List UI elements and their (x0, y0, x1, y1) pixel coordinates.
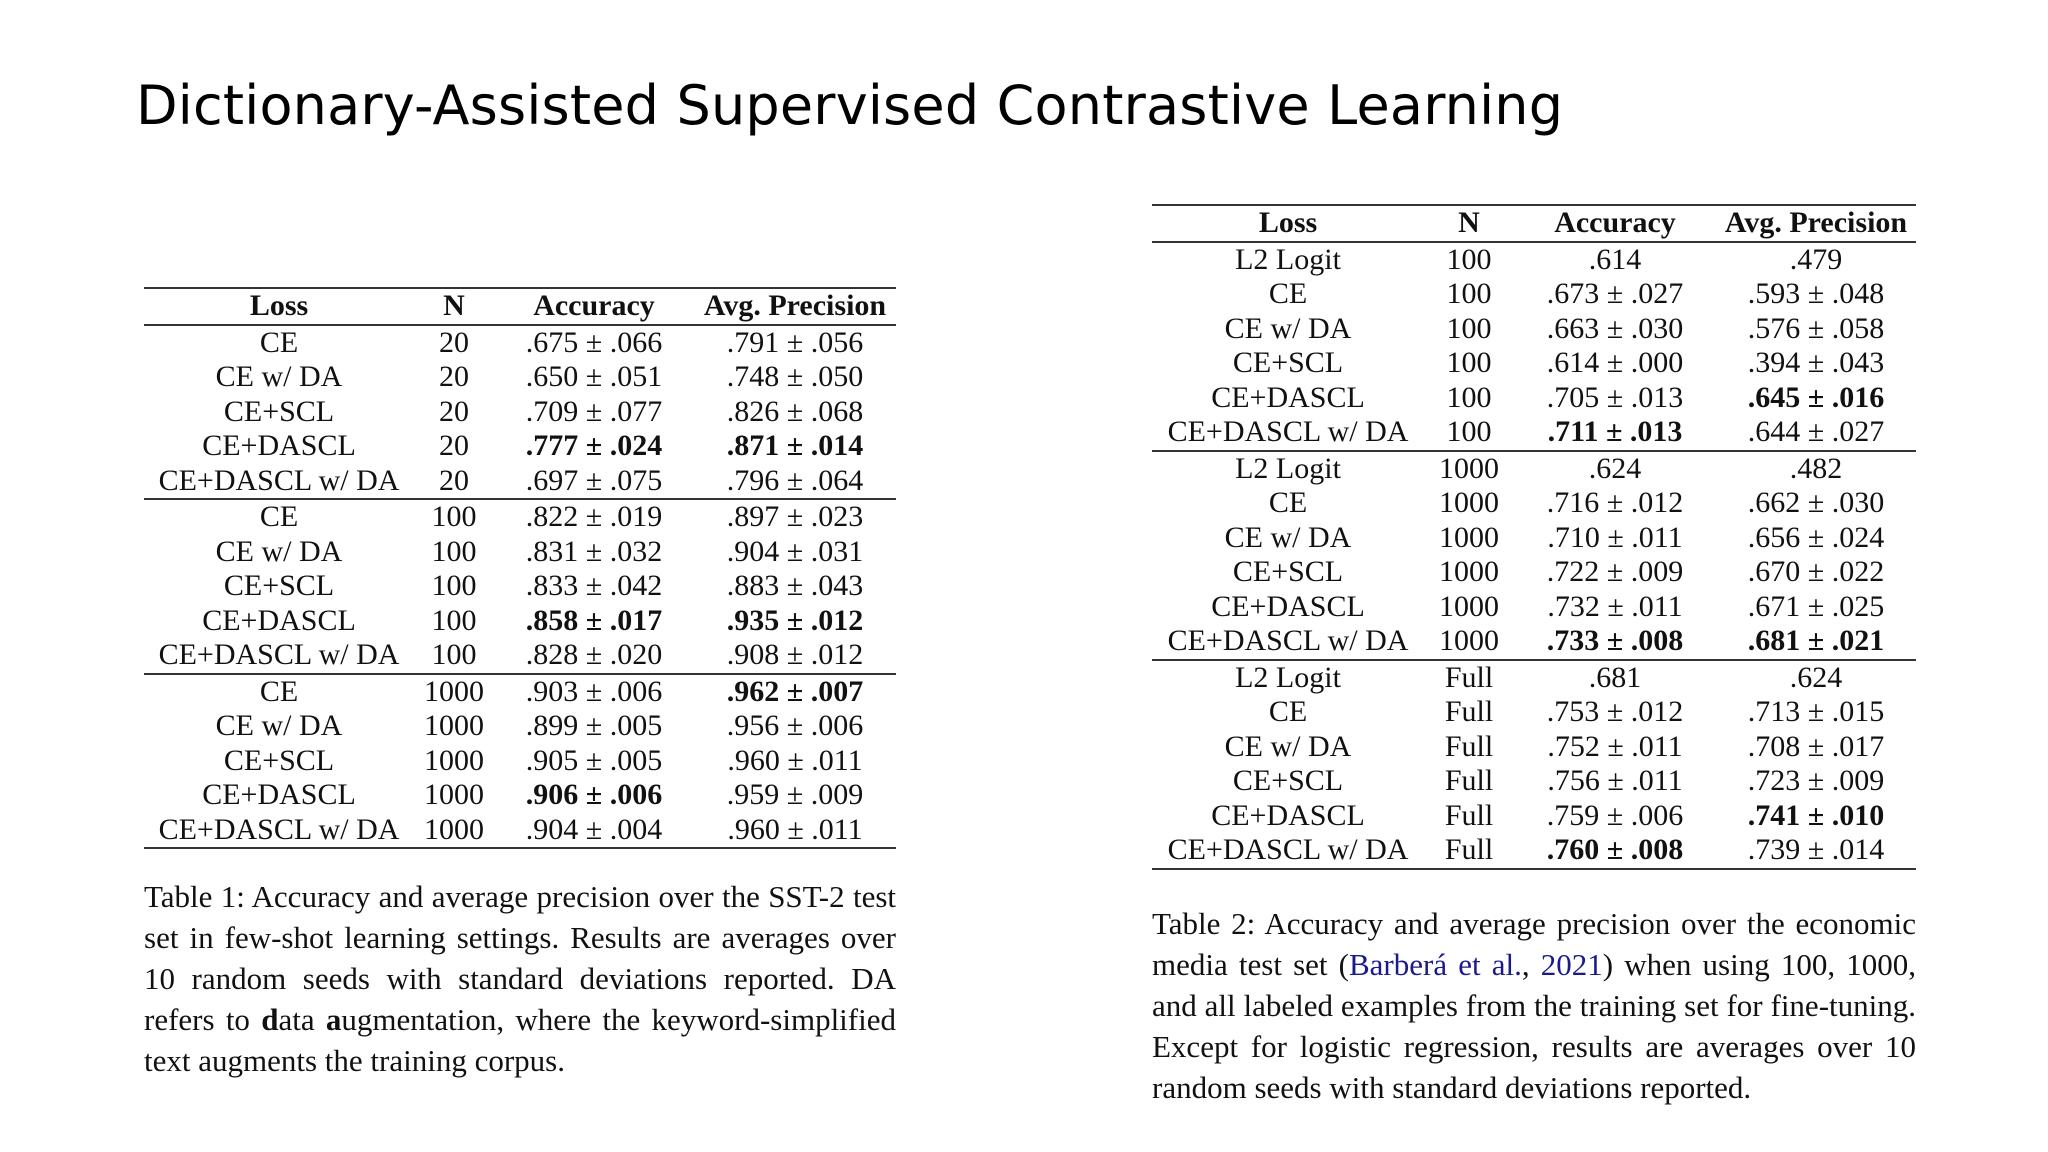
cell-avg-precision: .897 ± .023 (694, 499, 896, 535)
cell-loss: CE+DASCL (202, 778, 356, 811)
cell-n: Full (1444, 833, 1494, 866)
cell-avg-precision: .796 ± .064 (726, 463, 864, 497)
table-row (1152, 555, 1916, 590)
cell-loss: L2 Logit (1152, 660, 1424, 696)
cell-accuracy: .733 ± .008 (1546, 624, 1684, 657)
cell-n: 20 (439, 429, 469, 462)
cell-n: 1000 (424, 778, 484, 811)
header-n: N (1458, 206, 1480, 239)
citation-link-year[interactable]: 2021 (1540, 947, 1603, 982)
cell-loss: CE+SCL (1232, 555, 1344, 588)
cell-n: 1000 (1439, 555, 1499, 588)
table-row (144, 499, 896, 535)
table-row (144, 813, 896, 849)
table-row (144, 569, 896, 604)
cell-accuracy: .614 ± .000 (1546, 346, 1684, 379)
cell-n: Full (1444, 695, 1494, 728)
cell-accuracy: .650 ± .051 (525, 360, 663, 393)
cell-loss: CE w/ DA (215, 709, 343, 742)
cell-accuracy: .722 ± .009 (1546, 555, 1684, 588)
cell-avg-precision: .482 (1716, 451, 1916, 487)
cell-n: 1000 (1439, 624, 1499, 657)
cell-n: 100 (414, 499, 494, 535)
cell-accuracy: .760 ± .008 (1546, 833, 1684, 866)
caption-text: ugmentation, where the keyword-simplified text augments the training corpus. (144, 1002, 896, 1078)
cell-avg-precision: .394 ± .043 (1747, 346, 1885, 379)
cell-accuracy: .673 ± .027 (1546, 277, 1684, 310)
table-row (144, 778, 896, 813)
table-row (1152, 451, 1916, 487)
cell-loss: CE+SCL (223, 569, 335, 602)
cell-accuracy: .711 ± .013 (1547, 415, 1683, 448)
cell-avg-precision: .671 ± .025 (1747, 589, 1885, 623)
cell-n: 1000 (414, 674, 494, 710)
table-row (1152, 242, 1916, 278)
cell-avg-precision: .739 ± .014 (1747, 833, 1885, 866)
cell-avg-precision: .593 ± .048 (1747, 277, 1885, 310)
cell-n: 1000 (424, 709, 484, 742)
cell-loss: CE+DASCL (202, 603, 356, 637)
cell-avg-precision: .959 ± .009 (726, 778, 864, 811)
cell-loss: CE+DASCL w/ DA (158, 638, 400, 671)
cell-avg-precision: .662 ± .030 (1747, 486, 1885, 519)
cell-loss: CE+SCL (1232, 764, 1344, 797)
cell-accuracy: .822 ± .019 (494, 499, 694, 535)
cell-n: 100 (1446, 415, 1492, 448)
cell-accuracy: .858 ± .017 (525, 603, 663, 637)
cell-n: 100 (1446, 380, 1492, 414)
caption-text: Table 2: Accuracy and average precision over the economic media test set ( (1152, 906, 1916, 982)
results-table-1 (144, 287, 896, 849)
cell-loss: CE+DASCL (1211, 798, 1365, 832)
cell-avg-precision: .708 ± .017 (1747, 729, 1885, 763)
cell-loss: CE (144, 674, 414, 710)
header-avg-precision: Avg. Precision (703, 289, 887, 322)
caption-text: ata (278, 1002, 326, 1037)
cell-avg-precision: .962 ± .007 (694, 674, 896, 710)
cell-avg-precision: .479 (1789, 242, 1843, 276)
cell-loss: CE+SCL (1232, 346, 1344, 379)
cell-n: Full (1444, 764, 1494, 797)
cell-loss: L2 Logit (1152, 451, 1424, 487)
caption-text: Table 1: Accuracy and average precision over the SST-2 test set in few-shot learning settings. Results are averages over 10 random seeds with standard deviations reported. DA refers to (144, 879, 896, 1037)
table-body (1152, 242, 1916, 869)
header-loss: Loss (249, 289, 309, 322)
cell-accuracy: .777 ± .024 (525, 429, 663, 462)
cell-loss: CE+DASCL (202, 429, 356, 462)
cell-avg-precision: .956 ± .006 (726, 709, 864, 742)
cell-avg-precision: .908 ± .012 (726, 638, 864, 671)
cell-n: 1000 (424, 743, 484, 777)
cell-accuracy: .756 ± .011 (1547, 764, 1683, 797)
cell-accuracy: .903 ± .006 (494, 674, 694, 710)
cell-n: 1000 (1424, 451, 1514, 487)
cell-avg-precision: .645 ± .016 (1747, 380, 1885, 414)
table-row (144, 325, 896, 361)
cell-n: 100 (1446, 277, 1492, 310)
cell-n: 20 (439, 394, 469, 428)
cell-avg-precision: .670 ± .022 (1747, 555, 1885, 588)
table-1-caption (144, 876, 896, 1081)
cell-accuracy: .899 ± .005 (525, 709, 663, 742)
cell-n: 100 (1446, 311, 1492, 345)
table-row (1152, 833, 1916, 869)
caption-text: ) when using 100, 1000, and all labeled examples from the training set for fine-tuning. Except for logistic regression, results are averages over 10 random seeds with standard deviations reported. (1152, 947, 1916, 1105)
cell-accuracy: .905 ± .005 (525, 743, 663, 777)
cell-n: 1000 (1439, 486, 1499, 519)
citation-link-author[interactable]: Barberá et al. (1348, 947, 1522, 982)
table-header-row (144, 288, 896, 325)
results-table-2 (1152, 204, 1916, 870)
cell-accuracy: .833 ± .042 (525, 569, 663, 602)
cell-avg-precision: .741 ± .010 (1747, 798, 1885, 832)
cell-loss: CE (144, 499, 414, 535)
header-accuracy: Accuracy (533, 289, 655, 322)
cell-n: 1000 (1439, 589, 1499, 623)
table-body (144, 325, 896, 849)
table-row (1152, 346, 1916, 381)
cell-avg-precision: .883 ± .043 (726, 569, 864, 602)
cell-n: Full (1424, 660, 1514, 696)
slide-title: Dictionary-Assisted Supervised Contrastive Learning (136, 74, 1564, 137)
cell-n: 1000 (424, 812, 484, 846)
cell-avg-precision: .713 ± .015 (1747, 695, 1885, 728)
table-header-row (1152, 205, 1916, 242)
cell-loss: CE+DASCL w/ DA (1167, 833, 1409, 866)
table-row (144, 429, 896, 464)
cell-loss: CE (259, 325, 299, 359)
cell-accuracy: .675 ± .066 (525, 325, 663, 359)
cell-avg-precision: .960 ± .011 (727, 812, 863, 846)
cell-loss: CE w/ DA (215, 534, 343, 568)
cell-loss: CE+DASCL (1211, 589, 1365, 623)
cell-loss: CE+DASCL w/ DA (1167, 624, 1409, 657)
table-row (1152, 381, 1916, 416)
cell-accuracy: .716 ± .012 (1546, 486, 1684, 519)
cell-accuracy: .697 ± .075 (525, 463, 663, 497)
table-row (144, 638, 896, 674)
table-row (1152, 312, 1916, 347)
cell-loss: CE+DASCL (1211, 380, 1365, 414)
header-accuracy: Accuracy (1554, 206, 1676, 239)
table-row (1152, 590, 1916, 625)
table-row (1152, 660, 1916, 696)
table-2-caption (1152, 903, 1916, 1108)
table-row (144, 360, 896, 395)
caption-text: , (1521, 947, 1541, 982)
header-loss: Loss (1258, 206, 1318, 239)
cell-n: 20 (439, 360, 469, 393)
cell-accuracy: .663 ± .030 (1546, 311, 1684, 345)
cell-n: 100 (431, 569, 477, 602)
cell-n: Full (1444, 798, 1494, 832)
cell-accuracy: .681 (1514, 660, 1716, 696)
cell-accuracy: .614 (1588, 242, 1642, 276)
table-row (1152, 415, 1916, 451)
table-row (144, 535, 896, 570)
table-row (144, 709, 896, 744)
cell-accuracy: .710 ± .011 (1547, 520, 1683, 554)
cell-loss: CE (1268, 277, 1308, 310)
cell-avg-precision: .576 ± .058 (1747, 311, 1885, 345)
cell-loss: CE+DASCL w/ DA (1167, 415, 1409, 448)
cell-loss: L2 Logit (1235, 242, 1341, 276)
cell-n: Full (1444, 729, 1494, 763)
table-row (1152, 799, 1916, 834)
cell-avg-precision: .791 ± .056 (726, 325, 864, 359)
cell-avg-precision: .826 ± .068 (726, 394, 864, 428)
cell-avg-precision: .960 ± .011 (727, 743, 863, 777)
cell-avg-precision: .723 ± .009 (1747, 764, 1885, 797)
cell-accuracy: .753 ± .012 (1546, 695, 1684, 728)
table-row (1152, 277, 1916, 312)
cell-n: 100 (1446, 242, 1492, 276)
cell-n: 20 (439, 463, 469, 497)
cell-n: 100 (1446, 346, 1492, 379)
cell-avg-precision: .681 ± .021 (1747, 624, 1885, 657)
caption-bold-letter: d (261, 1002, 279, 1037)
cell-avg-precision: .644 ± .027 (1747, 415, 1885, 448)
cell-accuracy: .624 (1514, 451, 1716, 487)
cell-accuracy: .752 ± .011 (1547, 729, 1683, 763)
table-row (144, 674, 896, 710)
cell-accuracy: .904 ± .004 (525, 812, 663, 846)
cell-n: 100 (431, 603, 477, 637)
cell-avg-precision: .748 ± .050 (726, 360, 864, 393)
table-row (144, 744, 896, 779)
cell-n: 1000 (1439, 520, 1499, 554)
cell-loss: CE w/ DA (1224, 520, 1352, 554)
cell-accuracy: .906 ± .006 (525, 778, 663, 811)
header-n: N (443, 289, 465, 322)
table-row (1152, 624, 1916, 660)
cell-loss: CE w/ DA (1224, 729, 1352, 763)
cell-loss: CE (1268, 486, 1308, 519)
cell-accuracy: .705 ± .013 (1546, 380, 1684, 414)
cell-accuracy: .828 ± .020 (525, 638, 663, 671)
cell-avg-precision: .904 ± .031 (726, 534, 864, 568)
table-row (1152, 695, 1916, 730)
cell-loss: CE (1268, 695, 1308, 728)
cell-loss: CE+SCL (223, 394, 335, 428)
cell-n: 100 (431, 638, 477, 671)
cell-accuracy: .759 ± .006 (1546, 798, 1684, 832)
cell-loss: CE+SCL (223, 743, 335, 777)
table-row (1152, 730, 1916, 765)
cell-avg-precision: .871 ± .014 (726, 429, 864, 462)
table-row (144, 395, 896, 430)
table-row (1152, 764, 1916, 799)
cell-accuracy: .831 ± .032 (525, 534, 663, 568)
cell-avg-precision: .935 ± .012 (726, 603, 864, 637)
table-row (1152, 486, 1916, 521)
table-row (1152, 521, 1916, 556)
cell-loss: CE+DASCL w/ DA (158, 812, 400, 846)
cell-n: 20 (439, 325, 469, 359)
cell-accuracy: .709 ± .077 (525, 394, 663, 428)
cell-accuracy: .732 ± .011 (1547, 589, 1683, 623)
cell-avg-precision: .624 (1716, 660, 1916, 696)
header-avg-precision: Avg. Precision (1724, 206, 1908, 239)
cell-loss: CE+DASCL w/ DA (158, 463, 400, 497)
cell-avg-precision: .656 ± .024 (1747, 520, 1885, 554)
cell-n: 100 (431, 534, 477, 568)
cell-loss: CE w/ DA (215, 360, 343, 393)
caption-bold-letter: a (325, 1002, 342, 1037)
table-row (144, 464, 896, 500)
cell-loss: CE w/ DA (1224, 311, 1352, 345)
table-row (144, 604, 896, 639)
